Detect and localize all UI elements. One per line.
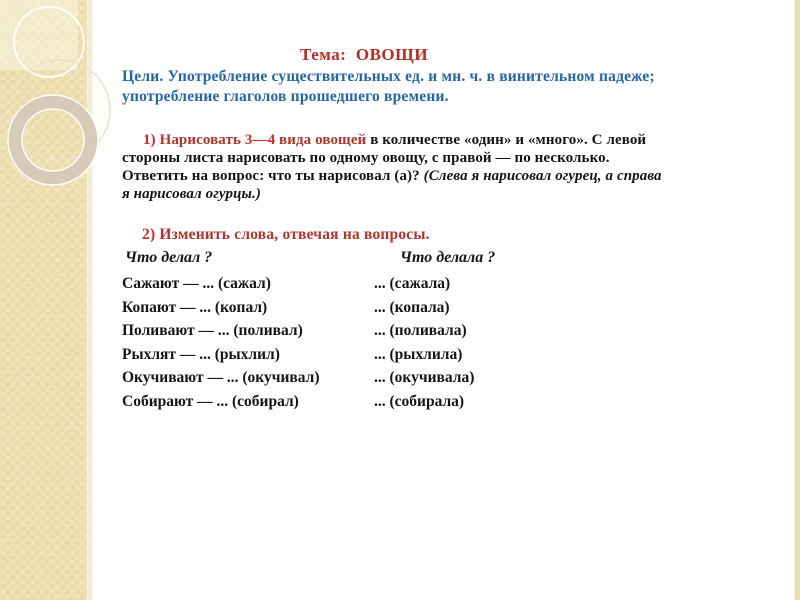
task1-line-4: я нарисовал огурцы.) xyxy=(122,186,261,202)
verb-plural: Окучивают xyxy=(122,369,204,386)
ellipsis: ... xyxy=(374,298,386,316)
verb-row-kopayut xyxy=(122,296,742,320)
task1-line3-plain: Ответить на вопрос: что ты нарисовал (а)? xyxy=(122,168,420,184)
ellipsis: ... xyxy=(199,345,211,363)
verb-plural: Поливают xyxy=(122,322,195,339)
ellipsis: ... xyxy=(217,322,230,339)
ellipsis: ... xyxy=(374,275,386,292)
task2-heading xyxy=(142,226,430,244)
ellipsis: ... xyxy=(374,369,386,386)
verb-feminine: (сажала) xyxy=(389,275,451,292)
verb-masculine: (сажал) xyxy=(217,275,271,292)
verb-row-polivayut xyxy=(122,319,742,343)
column1-header: Что делал ? xyxy=(125,249,213,266)
dash: — xyxy=(180,298,196,316)
goals-line-2: употребление глаголов прошедшего времени. xyxy=(122,88,449,105)
verb-feminine: (собирала) xyxy=(389,392,465,410)
dash: — xyxy=(198,322,214,339)
verb-row-sobirayut xyxy=(122,390,742,414)
verb-list xyxy=(122,272,742,413)
column2-header: Что делала ? xyxy=(400,249,496,266)
verb-row-ryhlyat xyxy=(122,343,742,367)
dash: — xyxy=(179,345,196,363)
verb-masculine: (поливал) xyxy=(233,322,303,339)
feminine-cell xyxy=(374,319,467,343)
dash: — xyxy=(207,369,223,386)
task2-heading-text: Изменить слова, отвечая на вопросы. xyxy=(159,226,430,243)
task2-number: 2) xyxy=(142,226,156,243)
feminine-cell xyxy=(374,296,450,320)
ellipsis: ... xyxy=(216,392,229,410)
ellipsis: ... xyxy=(202,275,215,292)
dash: — xyxy=(183,275,199,292)
verb-feminine: (окучивала) xyxy=(389,369,475,386)
verb-masculine: (окучивал) xyxy=(242,369,320,386)
goals-text xyxy=(122,67,794,107)
left-decorative-band xyxy=(0,0,88,600)
task1-red-intro: Нарисовать xyxy=(159,132,242,148)
dash: — xyxy=(197,392,213,410)
feminine-cell xyxy=(374,390,464,414)
ellipsis: ... xyxy=(374,345,386,363)
question-headers xyxy=(125,249,685,269)
task1-count: 3—4 xyxy=(244,132,276,148)
verb-feminine: (копала) xyxy=(389,298,450,316)
feminine-cell xyxy=(374,272,450,296)
verb-row-okuchivayut xyxy=(122,366,742,390)
band-edge-divider xyxy=(87,0,94,600)
task1-line-3 xyxy=(122,167,790,185)
task1-line-1 xyxy=(122,131,790,149)
band-light-square xyxy=(0,0,78,70)
ellipsis: ... xyxy=(374,392,386,410)
task1-line3-italic: (Слева я нарисовал огурец, а справа xyxy=(423,168,662,184)
ellipsis: ... xyxy=(199,298,212,316)
task1-number: 1) xyxy=(143,132,156,148)
verb-plural: Собирают xyxy=(122,392,194,410)
verb-plural: Копают xyxy=(122,298,177,316)
right-edge-strip xyxy=(794,0,800,600)
feminine-cell xyxy=(374,366,474,390)
feminine-cell xyxy=(374,343,462,367)
ellipsis: ... xyxy=(226,369,239,386)
verb-plural: Сажают xyxy=(122,275,180,292)
verb-masculine: (собирал) xyxy=(232,392,299,410)
verb-row-sazhayut xyxy=(122,272,742,296)
verb-masculine: (копал) xyxy=(214,298,268,316)
task1-red-object: вида овощей xyxy=(279,132,367,148)
verb-plural: Рыхлят xyxy=(122,345,177,363)
task1-line1-rest: в количестве «один» и «много». С левой xyxy=(370,132,647,148)
ellipsis: ... xyxy=(374,322,386,339)
goals-line-1: Цели. Употребление существительных ед. и мн. ч. в винительном падеже; xyxy=(122,68,655,85)
verb-feminine: (рыхлила) xyxy=(389,345,463,363)
verb-feminine: (поливала) xyxy=(389,322,467,339)
task1-line-2: стороны листа нарисовать по одному овощу, с правой — по несколько. xyxy=(122,150,610,166)
verb-masculine: (рыхлил) xyxy=(214,345,280,363)
task1-paragraph xyxy=(122,131,790,203)
slide-title: Тема: ОВОЩИ xyxy=(300,45,429,64)
